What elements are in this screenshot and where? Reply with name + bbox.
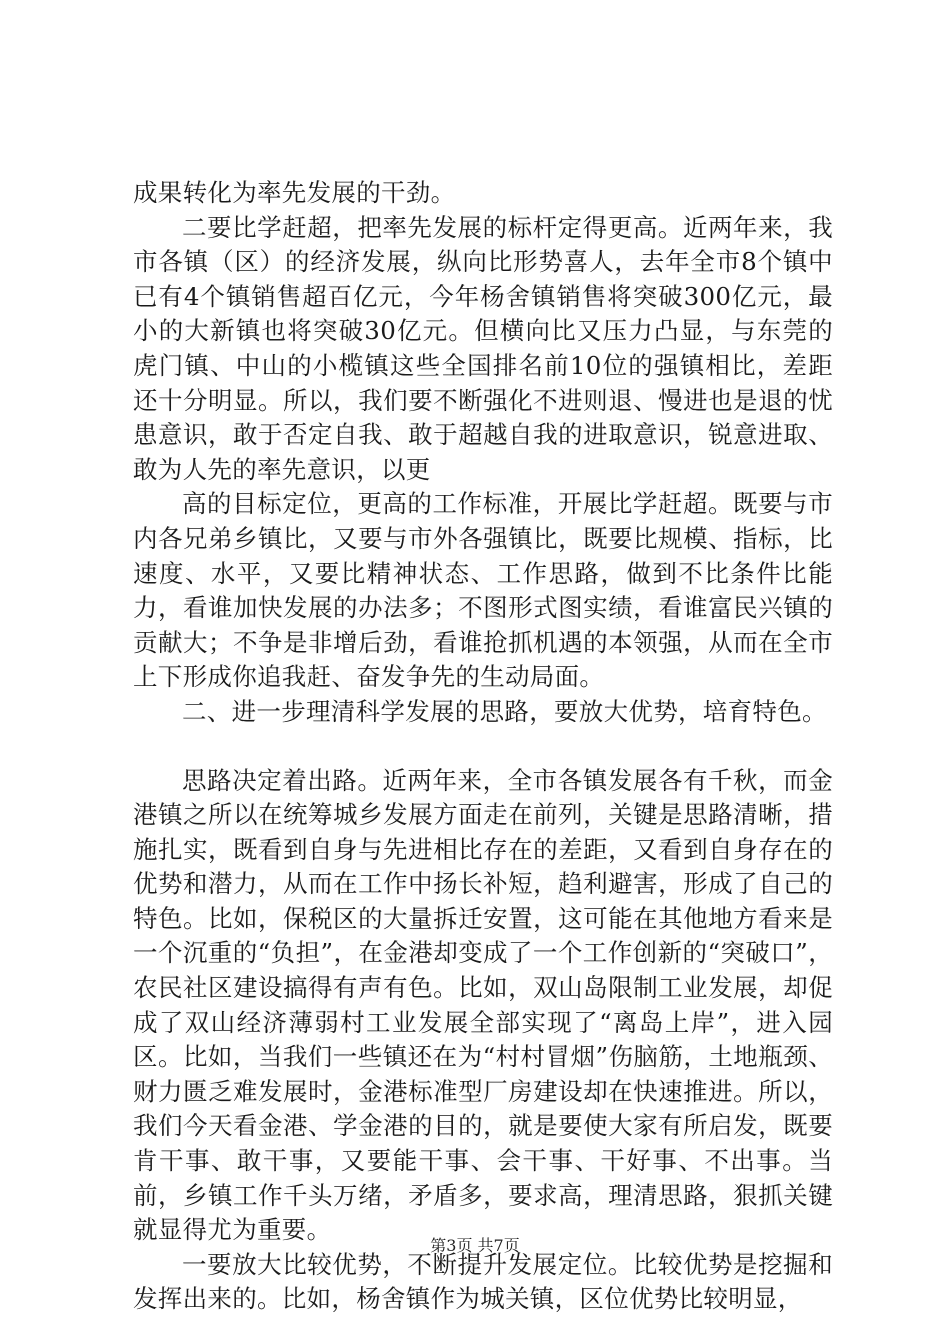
paragraph-benchmarking: 二要比学赶超，把率先发展的标杆定得更高。近两年来，我市各镇（区）的经济发展，纵向比形势喜人，去年全市8个镇中已有4个镇销售超百亿元，今年杨舍镇销售将突破300亿元，最小的大新镇也将突破30亿元。但横向比又压力凸显，与东莞的虎门镇、中山的小榄镇这些全国排名前10位的强镇相比，差距还十分明显。所以，我们要不断强化不进则退、慢进也是退的忧患意识，敢于否定自我、敢于超越自我的进取意识，锐意进取、敢为人先的率先意识，以更 <box>133 212 833 484</box>
paragraph-gap <box>133 730 833 764</box>
paragraph-targets: 高的目标定位，更高的工作标准，开展比学赶超。既要与市内各兄弟乡镇比，又要与市外各强镇比，既要比规模、指标，比速度、水平，又要比精神状态、工作思路，做到不比条件比能力，看谁加快发展的办法多；不图形式图实绩，看谁富民兴镇的贡献大；不争是非增后劲，看谁抢抓机遇的本领强，从而在全市上下形成你追我赶、奋发争先的生动局面。 <box>133 489 833 692</box>
page-number-footer: 第3页 共7页 <box>430 1236 520 1255</box>
paragraph-advantages: 一要放大比较优势，不断提升发展定位。比较优势是挖掘和发挥出来的。比如，杨舍镇作为城关镇，区位优势比较明显， <box>133 1249 833 1314</box>
paragraph-continuation: 成果转化为率先发展的干劲。 <box>133 178 456 207</box>
document-body <box>133 176 833 1317</box>
paragraph-thinking: 思路决定着出路。近两年来，全市各镇发展各有千秋，而金港镇之所以在统筹城乡发展方面走在前列，关键是思路清晰，措施扎实，既看到自身与先进相比存在的差距，又看到自身存在的优势和潜力，从而在工作中扬长补短，趋利避害，形成了自己的特色。比如，保税区的大量拆迁安置，这可能在其他地方看来是一个沉重的“负担”，在金港却变成了一个工作创新的“突破口”，农民社区建设搞得有声有色。比如，双山岛限制工业发展，却促成了双山经济薄弱村工业发展全部实现了“离岛上岸”，进入园区。比如，当我们一些镇还在为“村村冒烟”伤脑筋，土地瓶颈、财力匮乏难发展时，金港标准型厂房建设却在快速推进。所以，我们今天看金港、学金港的目的，就是要使大家有所启发，既要肯干事、敢干事，又要能干事、会干事、干好事、不出事。当前，乡镇工作千头万绪，矛盾多，要求高，理清思路，狠抓关键就显得尤为重要。 <box>133 765 833 1245</box>
section-heading-two: 二、进一步理清科学发展的思路，要放大优势，培育特色。 <box>182 696 827 726</box>
